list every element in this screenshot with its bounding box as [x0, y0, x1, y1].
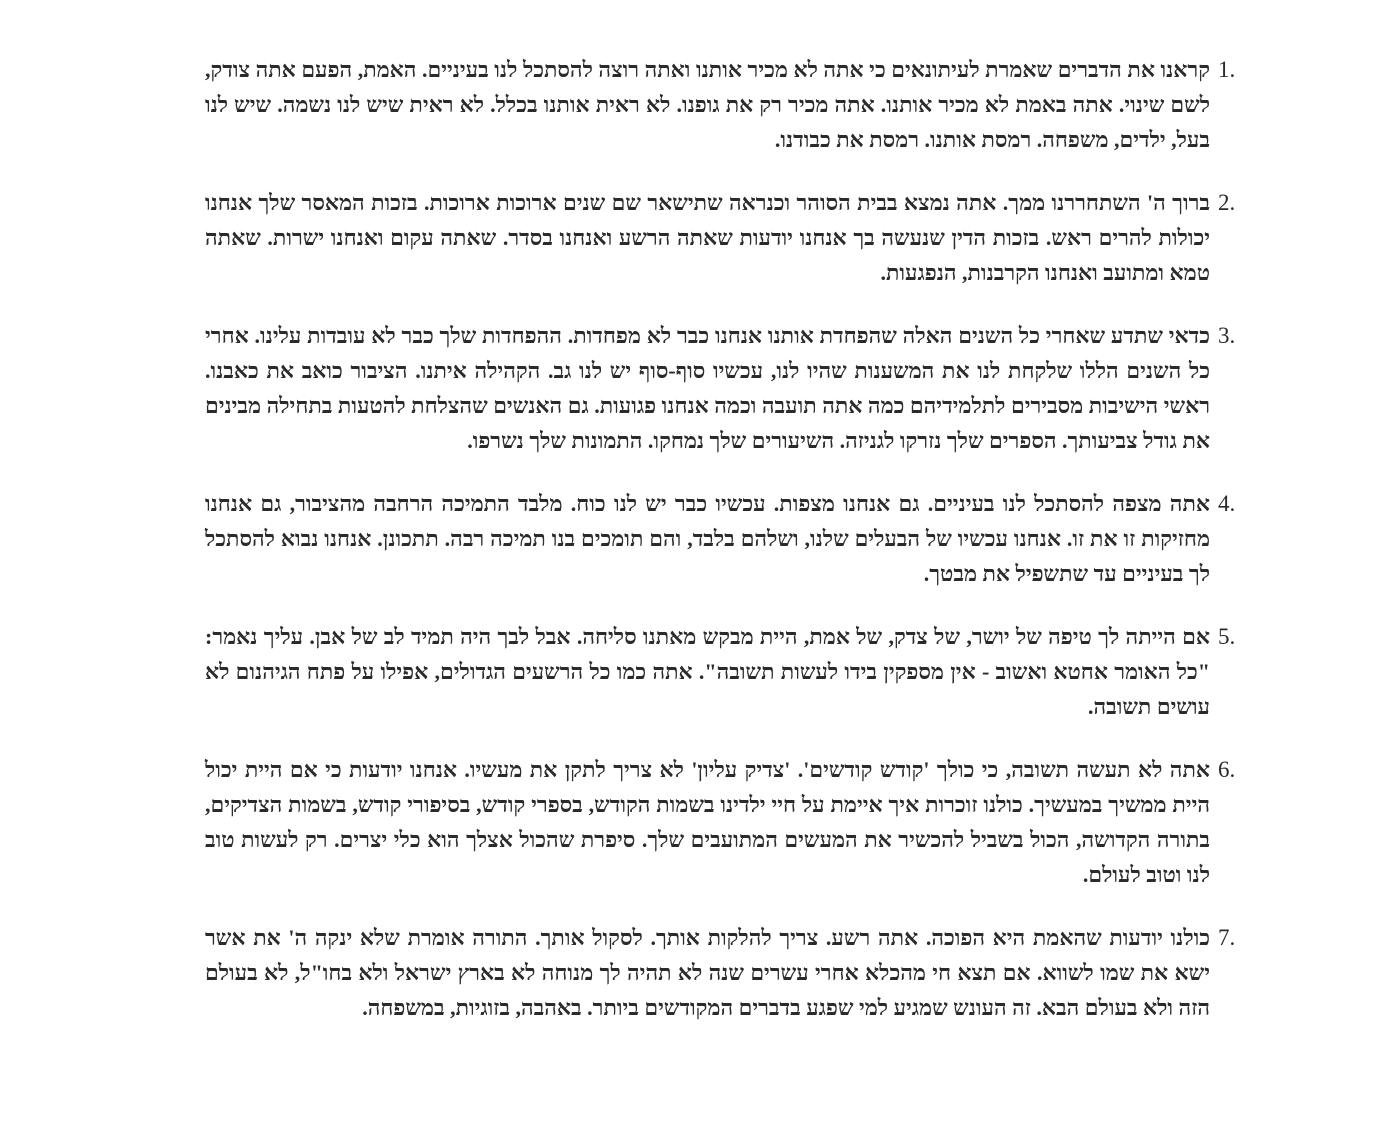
item-number: 2. [1218, 190, 1236, 215]
item-number: 7. [1218, 925, 1236, 950]
list-item-2 [205, 185, 1270, 290]
item-number: 4. [1218, 491, 1236, 516]
list-item-7 [205, 920, 1270, 1025]
item-paragraph: כדאי שתדע שאחרי כל השנים האלה שהפחדת אותנו אנחנו כבר לא מפחדות. ההפחדות שלך כבר לא עובדות עלינו. אחרי כל השנים הללו שלקחת לנו את המשענות שהיו לנו, עכשיו סוף-סוף יש לנו גב. הקהילה איתנו. הציבור כואב את כאבנו. ראשי הישיבות מסבירים לתלמידיהם כמה אתה תועבה וכמה אנחנו פגועות. גם האנשים שהצלחת להטעות בתחילה מבינים את גודל צביעותך. הספרים שלך נזרקו לגניזה. השיעורים שלך נמחקו. התמונות שלך נשרפו. [205, 323, 1210, 453]
list-item-4 [205, 486, 1270, 591]
numbered-statement-list [205, 52, 1270, 1053]
list-item-1 [205, 52, 1270, 157]
list-item-6 [205, 752, 1270, 892]
item-paragraph: ברוך ה' השתחררנו ממך. אתה נמצא בבית הסוהר וכנראה שתישאר שם שנים ארוכות ארוכות. בזכות המאסר שלך אנחנו יכולות להרים ראש. בזכות הדין שנעשה בך אנחנו יודעות שאתה הרשע ואנחנו בסדר. שאתה עקום ואנחנו ישרות. שאתה טמא ומתועב ואנחנו הקרבנות, הנפגעות. [205, 190, 1210, 285]
item-number: 1. [1218, 57, 1236, 82]
item-paragraph: אתה מצפה להסתכל לנו בעיניים. גם אנחנו מצפות. עכשיו כבר יש לנו כוח. מלבד התמיכה הרחבה מהציבור, גם אנחנו מחזיקות זו את זו. אנחנו עכשיו של הבעלים שלנו, ושלהם בלבד, והם תומכים בנו תמיכה רבה. תתכונן. אנחנו נבוא להסתכל לך בעיניים עד שתשפיל את מבטך. [205, 491, 1210, 586]
item-number: 6. [1218, 757, 1236, 782]
item-number: 5. [1218, 624, 1236, 649]
list-item-3 [205, 318, 1270, 458]
item-number: 3. [1218, 323, 1236, 348]
list-item-5 [205, 619, 1270, 724]
item-paragraph: כולנו יודעות שהאמת היא הפוכה. אתה רשע. צריך להלקות אותך. לסקול אותך. התורה אומרת שלא ינקה ה' את אשר ישא את שמו לשווא. אם תצא חי מהכלא אחרי עשרים שנה לא תהיה לך מנוחה לא בארץ ישראל ולא בחו"ל, לא בעולם הזה ולא בעולם הבא. זה העונש שמגיע למי שפגע בדברים המקודשים ביותר. באהבה, בזוגיות, במשפחה. [205, 925, 1210, 1020]
item-paragraph: קראנו את הדברים שאמרת לעיתונאים כי אתה לא מכיר אותנו ואתה רוצה להסתכל לנו בעיניים. האמת, הפעם אתה צודק, לשם שינוי. אתה באמת לא מכיר אותנו. אתה מכיר רק את גופנו. לא ראית אותנו בכלל. לא ראית שיש לנו נשמה. שיש לנו בעל, ילדים, משפחה. רמסת אותנו. רמסת את כבודנו. [205, 57, 1210, 152]
item-paragraph: אתה לא תעשה תשובה, כי כולך 'קודש קודשים'. 'צדיק עליון' לא צריך לתקן את מעשיו. אנחנו יודעות כי אם היית יכול היית ממשיך במעשיך. כולנו זוכרות איך איימת על חיי ילדינו בשמות הקודש, בספרי קודש, בסיפורי קודש, בשמות הצדיקים, בתורה הקדושה, הכול בשביל להכשיר את המעשים המתועבים שלך. סיפרת שהכול אצלך הוא כלי יצרים. רק לעשות טוב לנו וטוב לעולם. [205, 757, 1210, 887]
item-paragraph: אם הייתה לך טיפה של יושר, של צדק, של אמת, היית מבקש מאתנו סליחה. אבל לבך היה תמיד לב של אבן. עליך נאמר: "כל האומר אחטא ואשוב - אין מספקין בידו לעשות תשובה". אתה כמו כל הרשעים הגדולים, אפילו על פתח הגיהנום לא עושים תשובה. [205, 624, 1210, 719]
